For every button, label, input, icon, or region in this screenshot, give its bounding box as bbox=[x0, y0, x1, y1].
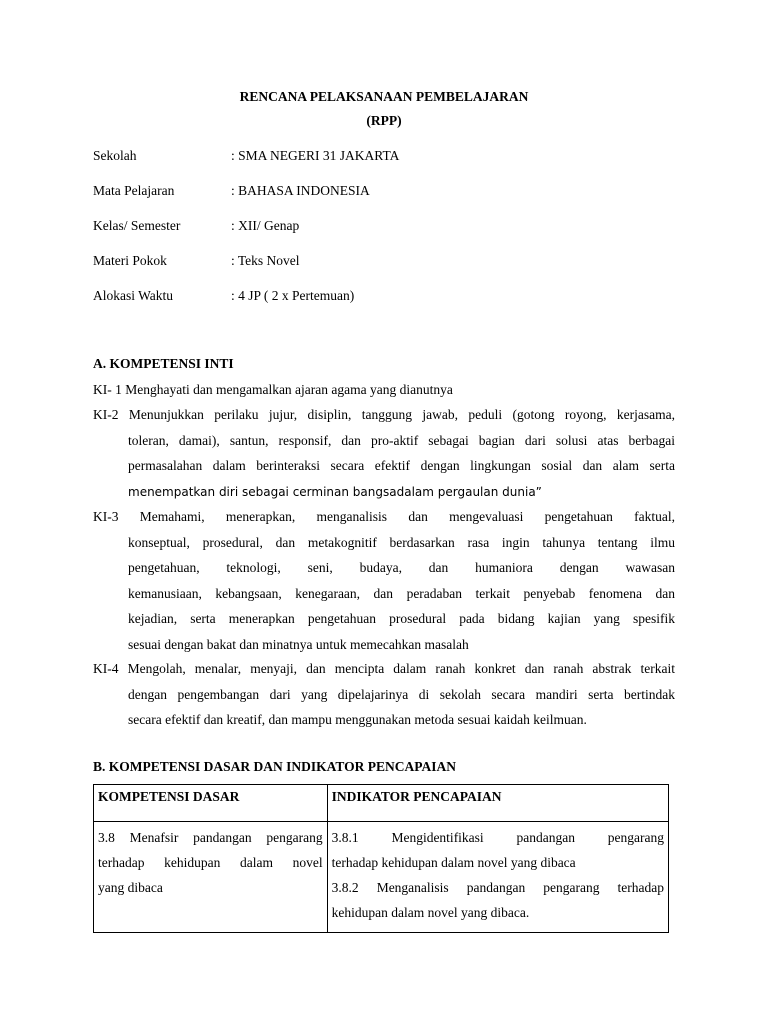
identity-value: : XII/ Genap bbox=[231, 218, 300, 233]
document-title: RENCANA PELAKSANAAN PEMBELAJARAN bbox=[239, 89, 529, 104]
ki-3-line: konseptual, prosedural, dan metakognitif berdasarkan rasa ingin tahunya tentang ilmu bbox=[128, 534, 675, 550]
indicator-line: kehidupan dalam novel yang dibaca. bbox=[331, 905, 530, 920]
ki-4-line: dengan pengembangan dari yang dipelajarinya di sekolah secara mandiri serta bertindak bbox=[128, 686, 675, 702]
identity-value: : SMA NEGERI 31 JAKARTA bbox=[231, 148, 400, 163]
ki-3-line: pengetahuan, teknologi, seni, budaya, dan humaniora dengan wawasan bbox=[128, 560, 675, 575]
identity-label: Sekolah bbox=[93, 148, 137, 163]
ki-4 bbox=[93, 659, 675, 736]
ki-3-line: KI-3 Memahami, menerapkan, menganalisis dan mengevaluasi pengetahuan faktual, bbox=[93, 509, 675, 524]
kd-cell bbox=[94, 822, 328, 933]
ki-2-line: toleran, damai), santun, responsif, dan pro-aktif sebagai bagian dari solusi atas berbagai bbox=[128, 432, 675, 448]
competency-table bbox=[93, 784, 669, 933]
kd-line: 3.8 Menafsir pandangan pengarang bbox=[98, 830, 323, 845]
ki-1-line: KI- 1 Menghayati dan mengamalkan ajaran agama yang dianutnya bbox=[93, 382, 453, 397]
table-header-row bbox=[94, 785, 669, 822]
kd-line: terhadap kehidupan dalam novel bbox=[98, 855, 323, 870]
ki-2-line: KI-2 Menunjukkan perilaku jujur, disiplin, tanggung jawab, peduli (gotong royong, kerjasama, bbox=[93, 407, 675, 422]
indicator-line: 3.8.2 Menganalisis pandangan pengarang terhadap bbox=[331, 880, 664, 895]
table-header-indikator-pencapaian: INDIKATOR PENCAPAIAN bbox=[327, 785, 668, 822]
table-row bbox=[94, 822, 669, 933]
table-header-kompetensi-dasar: KOMPETENSI DASAR bbox=[94, 785, 328, 822]
ki-4-line: secara efektif dan kreatif, dan mampu menggunakan metoda sesuai kaidah keilmuan. bbox=[128, 712, 587, 727]
ki-3-line: kemanusiaan, kebangsaan, kenegaraan, dan peradaban terkait penyebab fenomena dan bbox=[128, 585, 675, 601]
indicator-cell bbox=[327, 822, 668, 933]
identity-label: Alokasi Waktu bbox=[93, 288, 174, 303]
ki-2-line: permasalahan dalam berinteraksi secara efektif dengan lingkungan sosial dan alam serta bbox=[128, 458, 675, 473]
document-subtitle: (RPP) bbox=[366, 113, 402, 128]
identity-value: : BAHASA INDONESIA bbox=[231, 183, 370, 198]
identity-label: Materi Pokok bbox=[93, 253, 167, 268]
section-a-heading: A. KOMPETENSI INTI bbox=[93, 356, 234, 371]
ki-3-line: sesuai dengan bakat dan minatnya untuk memecahkan masalah bbox=[128, 636, 469, 652]
ki-4-line: KI-4 Mengolah, menalar, menyaji, dan mencipta dalam ranah konkret dan ranah abstrak terkait bbox=[93, 661, 675, 676]
ki-2 bbox=[93, 405, 675, 507]
identity-value: : 4 JP ( 2 x Pertemuan) bbox=[231, 288, 355, 303]
ki-2-line: menempatkan diri sebagai cerminan bangsadalam pergaulan dunia” bbox=[128, 484, 542, 499]
section-b-heading: B. KOMPETENSI DASAR DAN INDIKATOR PENCAPAIAN bbox=[93, 759, 457, 774]
identity-label: Mata Pelajaran bbox=[93, 183, 175, 198]
ki-3-line: kejadian, serta menerapkan pengetahuan prosedural pada bidang kajian yang spesifik bbox=[128, 611, 675, 626]
indicator-line: 3.8.1 Mengidentifikasi pandangan pengarang bbox=[331, 830, 664, 845]
indicator-line: terhadap kehidupan dalam novel yang dibaca bbox=[331, 855, 576, 870]
identity-label: Kelas/ Semester bbox=[93, 218, 181, 233]
ki-1 bbox=[93, 380, 675, 406]
ki-3 bbox=[93, 507, 675, 660]
kd-line: yang dibaca bbox=[98, 880, 163, 895]
identity-value: : Teks Novel bbox=[231, 253, 300, 268]
